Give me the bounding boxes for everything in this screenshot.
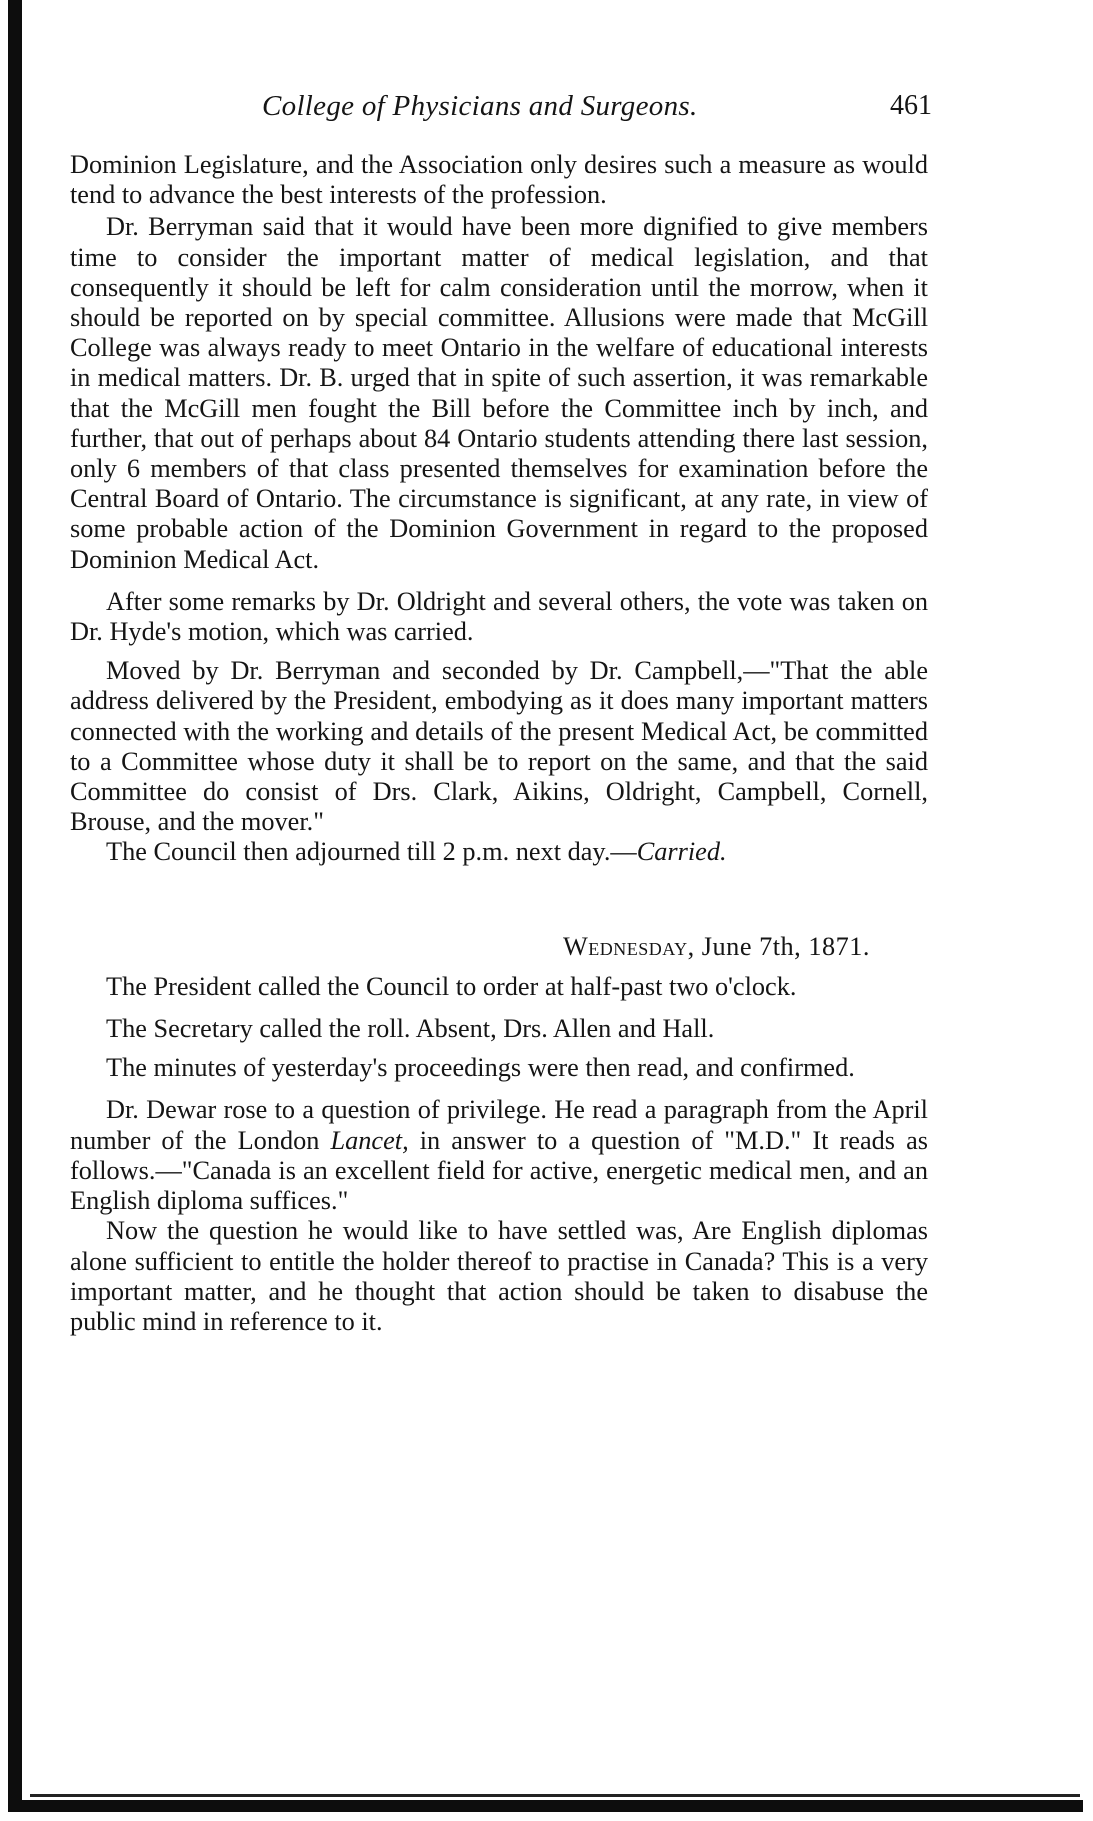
lancet-italic: Lancet, <box>330 1125 409 1155</box>
paragraph: After some remarks by Dr. Oldright and several others, the vote was taken on Dr. Hyde's motion, which was carried. <box>70 586 928 647</box>
paragraph: The minutes of yesterday's proceedings were then read, and confirmed. <box>106 1053 855 1083</box>
page-bottom-edge <box>8 1800 1083 1812</box>
dateline <box>70 932 928 962</box>
paragraph: Dominion Legislature, and the Association only desires such a measure as would tend to advance the best interests of the profession. <box>70 150 928 210</box>
running-title: College of Physicians and Surgeons. <box>262 90 698 122</box>
paragraph: Dr. Berryman said that it would have been more dignified to give members time to consider the important matter of medical legislation, and that consequently it should be left for calm consideration until the morrow, when it should be reported on by special committee. Allusions were made that McGill College was always ready to meet Ontario in the welfare of educational interests in medical matters. Dr. B. urged that in spite of such assertion, it was remarkable that the McGill men fought the Bill before the Committee inch by inch, and further, that out of perhaps about 84 Ontario students attending there last session, only 6 members of that class presented themselves for examination before the Central Board of Ontario. The circumstance is significant, at any rate, in view of some probable action of the Dominion Government in regard to the proposed Dominion Medical Act. <box>70 212 928 574</box>
page-number: 461 <box>890 90 932 121</box>
paragraph: The Secretary called the roll. Absent, Drs. Allen and Hall. <box>106 1014 715 1044</box>
paragraph: Moved by Dr. Berryman and seconded by Dr. Campbell,—"That the able address delivered by the President, embodying as it does many important matters connected with the working and details of the present Medical Act, be committed to a Committee whose duty it shall be to report on the same, and that the said Committee do consist of Drs. Clark, Aikins, Oldright, Campbell, Cornell, Brouse, and the mover." <box>70 656 928 837</box>
paragraph-text: in answer to a question of "M.D." It reads as follows.—"Canada is an excellent field for active, energetic medical men, and an English diploma suffices." <box>70 1125 928 1216</box>
paragraph <box>70 1095 928 1216</box>
paragraph-text: The Council then adjourned till 2 p.m. next day.— <box>106 837 637 867</box>
page-binding-edge <box>8 0 22 1805</box>
bottom-rule <box>30 1794 1080 1797</box>
carried-italic: Carried. <box>636 837 727 867</box>
body-text <box>70 150 928 1337</box>
page-header <box>72 90 932 130</box>
dateline-day: Wednesday, <box>562 931 695 961</box>
paragraph <box>70 837 928 867</box>
paragraph: Now the question he would like to have settled was, Are English diplomas alone sufficient to entitle the holder thereof to practise in Canada? This is a very important matter, and he thought that action should be taken to disabuse the public mind in reference to it. <box>70 1216 928 1336</box>
paragraph: The President called the Council to order at half-past two o'clock. <box>106 971 797 1001</box>
dateline-date: June 7th, 1871. <box>694 931 870 961</box>
paragraph-text: Dr. Dewar rose to a question of privilege. He read a paragraph from the April number of the London <box>70 1095 928 1155</box>
